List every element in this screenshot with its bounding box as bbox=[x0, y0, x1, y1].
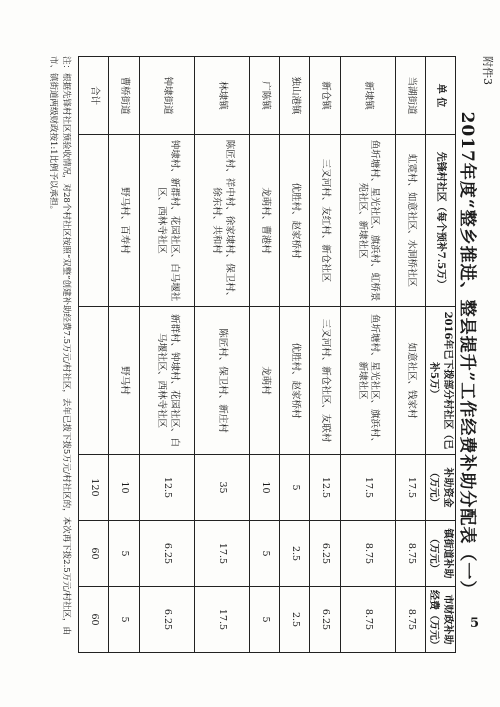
cell-unit: 新仓镇 bbox=[310, 57, 340, 135]
cell-city: 6.25 bbox=[139, 587, 194, 653]
cell-unit: 新埭镇 bbox=[340, 57, 395, 135]
table-row bbox=[395, 57, 425, 653]
cell-city: 8.75 bbox=[340, 587, 395, 653]
cell-pioneer: 钟埭村、新群村、花园社区、白马堰社区、西林寺社区 bbox=[139, 135, 194, 307]
cell-subsidy: 12.5 bbox=[310, 455, 340, 521]
cell-allocated-2016: 三叉河村、新仓社区、友联村 bbox=[310, 307, 340, 455]
cell-pioneer: 三叉河村、友红村、新仓社区 bbox=[310, 135, 340, 307]
cell-town: 6.25 bbox=[310, 521, 340, 587]
cell-allocated-2016: 鱼圻塘村、星光社区、旗浜村、新埭社区 bbox=[340, 307, 395, 455]
cell-allocated-2016: 龙萌村 bbox=[249, 307, 279, 455]
cell-unit: 曹桥街道 bbox=[109, 57, 139, 135]
col-header-allocated-2016: 2016年已下拨部分村社区（已补5万） bbox=[426, 307, 456, 455]
cell-subsidy: 35 bbox=[194, 455, 249, 521]
col-header-city: 市财政补助经费（万元） bbox=[426, 587, 456, 653]
table-row bbox=[194, 57, 249, 653]
cell-unit: 合计 bbox=[79, 57, 109, 135]
cell-subsidy: 5 bbox=[280, 455, 310, 521]
cell-city: 2.5 bbox=[280, 587, 310, 653]
col-header-town: 镇街道补助（万元） bbox=[426, 521, 456, 587]
cell-pioneer: 陈匠村、祥中村、徐家埭村、保卫村、徐东村、共和村 bbox=[194, 135, 249, 307]
cell-pioneer: 野马村、百寿村 bbox=[109, 135, 139, 307]
col-header-subsidy: 补助资金（万元） bbox=[426, 455, 456, 521]
cell-pioneer bbox=[79, 135, 109, 307]
cell-town: 5 bbox=[109, 521, 139, 587]
cell-unit: 林埭镇 bbox=[194, 57, 249, 135]
table-header-row bbox=[426, 57, 456, 653]
cell-unit: 广陈镇 bbox=[249, 57, 279, 135]
cell-subsidy: 10 bbox=[249, 455, 279, 521]
page-title: 2017年度“整乡推进、整县提升”工作经费补助分配表（一） bbox=[457, 111, 477, 599]
cell-allocated-2016 bbox=[79, 307, 109, 455]
cell-allocated-2016: 新群村、钟埭村、花园社区、白马堰社区、西林寺社区 bbox=[139, 307, 194, 455]
cell-unit: 当湖街道 bbox=[395, 57, 425, 135]
table-row bbox=[340, 57, 395, 653]
cell-city: 5 bbox=[249, 587, 279, 653]
cell-subsidy: 17.5 bbox=[340, 455, 395, 521]
cell-subsidy: 12.5 bbox=[139, 455, 194, 521]
page-number: 5 bbox=[470, 616, 480, 631]
cell-city: 6.25 bbox=[310, 587, 340, 653]
cell-town: 8.75 bbox=[395, 521, 425, 587]
table-row bbox=[109, 57, 139, 653]
cell-city: 17.5 bbox=[194, 587, 249, 653]
table-row bbox=[280, 57, 310, 653]
table-row bbox=[249, 57, 279, 653]
cell-subsidy: 17.5 bbox=[395, 455, 425, 521]
cell-allocated-2016: 优胜村、赵家桥村 bbox=[280, 307, 310, 455]
cell-city: 8.75 bbox=[395, 587, 425, 653]
allocation-table bbox=[78, 56, 456, 653]
footnote: 注：根据先锋村社区预验收情况，对28个村社区按照“双整”创建补助经费7.5万元/村社区，去年已拨下拨5万元/村社区的，本次再下拨2.5万元/村社区，由市、镇街道两级财政按1:1比例予以承担。 bbox=[48, 56, 71, 636]
col-header-pioneer: 先锋村社区（每个预补7.5万） bbox=[426, 135, 456, 307]
cell-pioneer: 优胜村、赵家桥村 bbox=[280, 135, 310, 307]
cell-pioneer: 鱼圻塘村、星光社区、旗浜村、虹桥景苑社区、新埭社区 bbox=[340, 135, 395, 307]
cell-allocated-2016: 陈匠村、保卫村、新庄村 bbox=[194, 307, 249, 455]
table-row bbox=[139, 57, 194, 653]
col-header-unit: 单 位 bbox=[426, 57, 456, 135]
cell-subsidy: 10 bbox=[109, 455, 139, 521]
cell-pioneer: 龙萌村、曹港村 bbox=[249, 135, 279, 307]
cell-pioneer: 虹霓村、如意社区、水洞桥社区 bbox=[395, 135, 425, 307]
cell-town: 8.75 bbox=[340, 521, 395, 587]
cell-allocated-2016: 野马村 bbox=[109, 307, 139, 455]
cell-unit: 独山港镇 bbox=[280, 57, 310, 135]
table-total-row bbox=[79, 57, 109, 653]
cell-town: 6.25 bbox=[139, 521, 194, 587]
cell-town: 60 bbox=[79, 521, 109, 587]
cell-city: 60 bbox=[79, 587, 109, 653]
cell-town: 17.5 bbox=[194, 521, 249, 587]
cell-city: 5 bbox=[109, 587, 139, 653]
cell-town: 2.5 bbox=[280, 521, 310, 587]
table-row bbox=[310, 57, 340, 653]
cell-allocated-2016: 如意社区、钱家村 bbox=[395, 307, 425, 455]
cell-unit: 钟埭街道 bbox=[139, 57, 194, 135]
attachment-label: 附件3 bbox=[481, 56, 494, 85]
cell-subsidy: 120 bbox=[79, 455, 109, 521]
cell-town: 5 bbox=[249, 521, 279, 587]
